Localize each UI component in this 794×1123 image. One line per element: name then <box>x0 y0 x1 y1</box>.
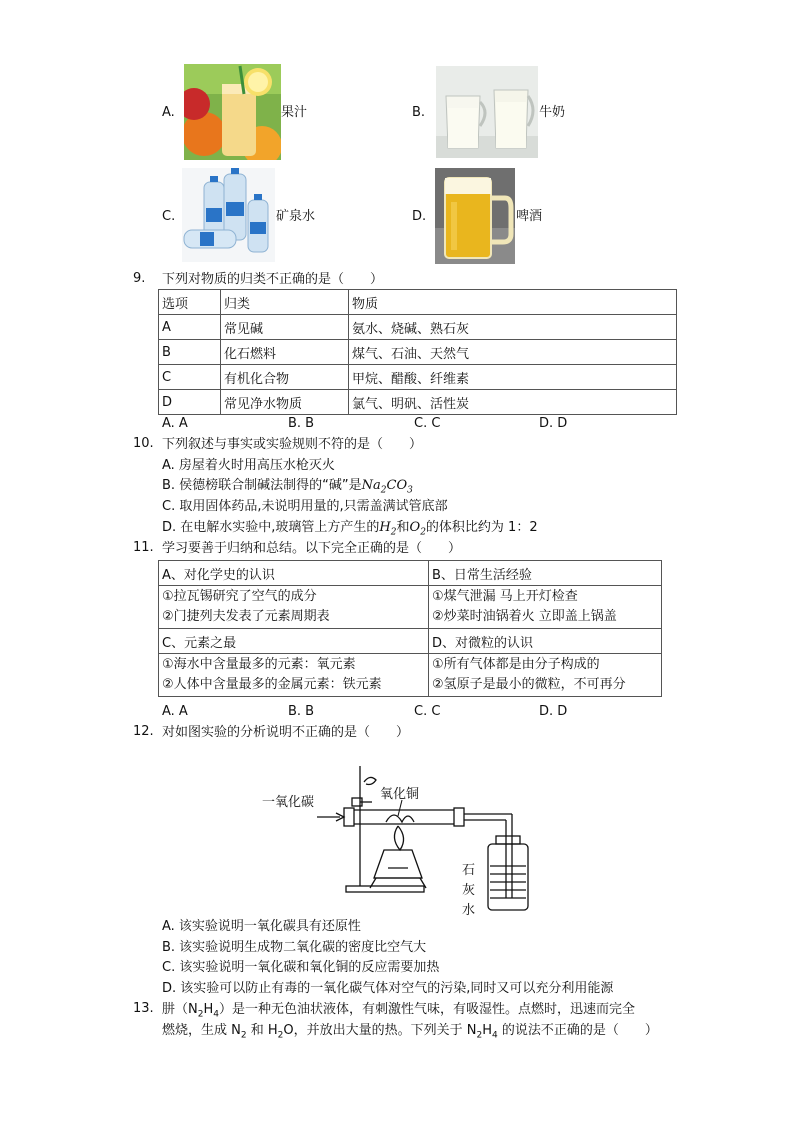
table-row <box>159 586 662 629</box>
table-cell: 有机化合物 <box>221 365 349 390</box>
beer-mug-image <box>435 168 515 264</box>
option-a: A. 该实验说明一氧化碳具有还原性 <box>162 919 361 934</box>
question-stem: 对如图实验的分析说明不正确的是（ ） <box>162 725 410 740</box>
table-row <box>159 654 662 697</box>
option-b <box>162 477 413 500</box>
header-cell: 归类 <box>221 290 349 315</box>
table-cell <box>429 654 662 697</box>
option-d: D. 该实验可以防止有毒的一氧化碳气体对空气的污染,同时又可以充分利用能源 <box>162 981 614 996</box>
formula <box>361 478 413 496</box>
choice-d: D. D <box>539 704 568 719</box>
cuo-label: 氧化铜 <box>380 787 420 802</box>
stem-text: 燃烧，生成 N <box>162 1023 241 1038</box>
option-letter: A. <box>162 105 175 120</box>
choice-d: D. D <box>539 416 568 431</box>
table-row <box>159 365 677 390</box>
water-bottles-image <box>182 168 275 262</box>
question-number: 11. <box>133 540 154 555</box>
table-cell: 甲烷、醋酸、纤维素 <box>349 365 677 390</box>
table-cell: 氯气、明矾、活性炭 <box>349 390 677 415</box>
formula-subscript: 4 <box>213 1009 219 1020</box>
formula-subscript: 2 <box>240 1030 247 1041</box>
choice-c: C. C <box>414 704 441 719</box>
formula-part: H <box>379 520 391 535</box>
cell-line: ②门捷列夫发表了元素周期表 <box>162 609 330 624</box>
cell-line: ①拉瓦锡研究了空气的成分 <box>162 589 317 604</box>
milk-image <box>436 66 538 158</box>
table-cell: D、对微粒的认识 <box>429 629 662 654</box>
table-row <box>159 390 677 415</box>
stem-text: O，并放出大量的热。下列关于 N <box>283 1023 477 1038</box>
question-number: 10. <box>133 436 154 451</box>
q9-table <box>158 289 677 415</box>
question-stem: 下列叙述与事实或实验规则不符的是（ ） <box>162 437 423 452</box>
formula-part: O <box>409 520 421 535</box>
option-label: 果汁 <box>281 105 308 120</box>
question-number: 12. <box>133 724 154 739</box>
cell-line: ①海水中含量最多的元素：氧元素 <box>162 657 356 672</box>
stem-text: H <box>203 1002 214 1017</box>
stem-text: ）是一种无色油状液体，有刺激性气味，有吸湿性。点燃时，迅速而完全 <box>218 1002 635 1017</box>
juice-image <box>184 64 281 160</box>
formula-part: Na <box>361 478 381 493</box>
formula-subscript: 3 <box>407 485 413 496</box>
table-cell: C、元素之最 <box>159 629 429 654</box>
co-label: 一氧化碳 <box>262 795 315 810</box>
formula-subscript: 2 <box>277 1030 284 1041</box>
table-cell: 常见碱 <box>221 315 349 340</box>
formula-subscript: 2 <box>380 485 387 496</box>
option-a: A. 房屋着火时用高压水枪灭火 <box>162 458 335 473</box>
option-text: 的体积比约为 1：2 <box>425 520 538 535</box>
option-c: C. 该实验说明一氧化碳和氧化铜的反应需要加热 <box>162 960 440 975</box>
table-cell: 化石燃料 <box>221 340 349 365</box>
option-text: D. 在电解水实验中,玻璃管上方产生的 <box>162 520 380 535</box>
question-number: 13. <box>133 1001 154 1016</box>
choice-a: A. A <box>162 416 188 431</box>
table-cell <box>429 586 662 629</box>
question-stem: 学习要善于归纳和总结。以下完全正确的是（ ） <box>162 541 462 556</box>
option-letter: B. <box>412 105 426 120</box>
table-cell <box>159 586 429 629</box>
question-number: 9. <box>133 271 146 286</box>
limewater-label-2: 灰 <box>462 883 476 898</box>
formula-subscript: 2 <box>420 527 426 538</box>
option-c: C. 取用固体药品,未说明用量的,只需盖满试管底部 <box>162 499 448 514</box>
formula-subscript: 2 <box>390 527 397 538</box>
formula-subscript: 4 <box>491 1030 498 1041</box>
table-header-row <box>159 290 677 315</box>
limewater-label-1: 石 <box>462 863 476 878</box>
stem-text: 肼（N <box>162 1002 198 1017</box>
question-stem: 下列对物质的归类不正确的是（ ） <box>162 272 384 287</box>
option-b: B. 该实验说明生成物二氧化碳的密度比空气大 <box>162 940 427 955</box>
formula-part: CO <box>386 478 408 493</box>
stem-text: 的说法不正确的是（ ） <box>497 1023 658 1038</box>
experiment-diagram <box>262 758 532 923</box>
formula-subscript: 2 <box>476 1030 483 1041</box>
cell-line: ①煤气泄漏 马上开灯检查 <box>432 589 578 604</box>
table-cell: A、对化学史的认识 <box>159 561 429 586</box>
question-stem-line-2 <box>162 1022 658 1045</box>
table-cell: B、日常生活经验 <box>429 561 662 586</box>
choice-b: B. B <box>288 416 315 431</box>
question-stem-line-1 <box>162 1001 635 1024</box>
table-cell: 煤气、石油、天然气 <box>349 340 677 365</box>
choice-a: A. A <box>162 704 188 719</box>
cell-line: ①所有气体都是由分子构成的 <box>432 657 600 672</box>
option-label: 啤酒 <box>516 209 543 224</box>
option-letter: C. <box>162 209 176 224</box>
option-letter: D. <box>412 209 427 224</box>
table-row <box>159 561 662 586</box>
option-label: 牛奶 <box>539 105 566 120</box>
option-label: 矿泉水 <box>276 209 316 224</box>
header-cell: 物质 <box>349 290 677 315</box>
table-cell: B <box>159 340 221 365</box>
table-cell: D <box>159 390 221 415</box>
option-text: 和 <box>396 520 410 535</box>
table-row <box>159 340 677 365</box>
table-cell: 常见净水物质 <box>221 390 349 415</box>
option-d <box>162 519 538 542</box>
cell-line: ②氢原子是最小的微粒，不可再分 <box>432 677 626 692</box>
formula-subscript: 2 <box>197 1009 204 1020</box>
choice-c: C. C <box>414 416 441 431</box>
table-cell: 氨水、烧碱、熟石灰 <box>349 315 677 340</box>
table-cell: A <box>159 315 221 340</box>
table-row <box>159 629 662 654</box>
table-cell: C <box>159 365 221 390</box>
stem-text: 和 H <box>246 1023 278 1038</box>
q11-table <box>158 560 662 697</box>
cell-line: ②炒菜时油锅着火 立即盖上锅盖 <box>432 609 617 624</box>
cell-line: ②人体中含量最多的金属元素：铁元素 <box>162 677 382 692</box>
table-cell <box>159 654 429 697</box>
co-reduction-apparatus-illustration <box>262 758 532 923</box>
stem-text: H <box>482 1023 492 1038</box>
limewater-label-3: 水 <box>462 903 476 918</box>
choice-b: B. B <box>288 704 315 719</box>
header-cell: 选项 <box>159 290 221 315</box>
option-text: B. 侯德榜联合制碱法制得的“碱”是 <box>162 478 362 493</box>
table-row <box>159 315 677 340</box>
